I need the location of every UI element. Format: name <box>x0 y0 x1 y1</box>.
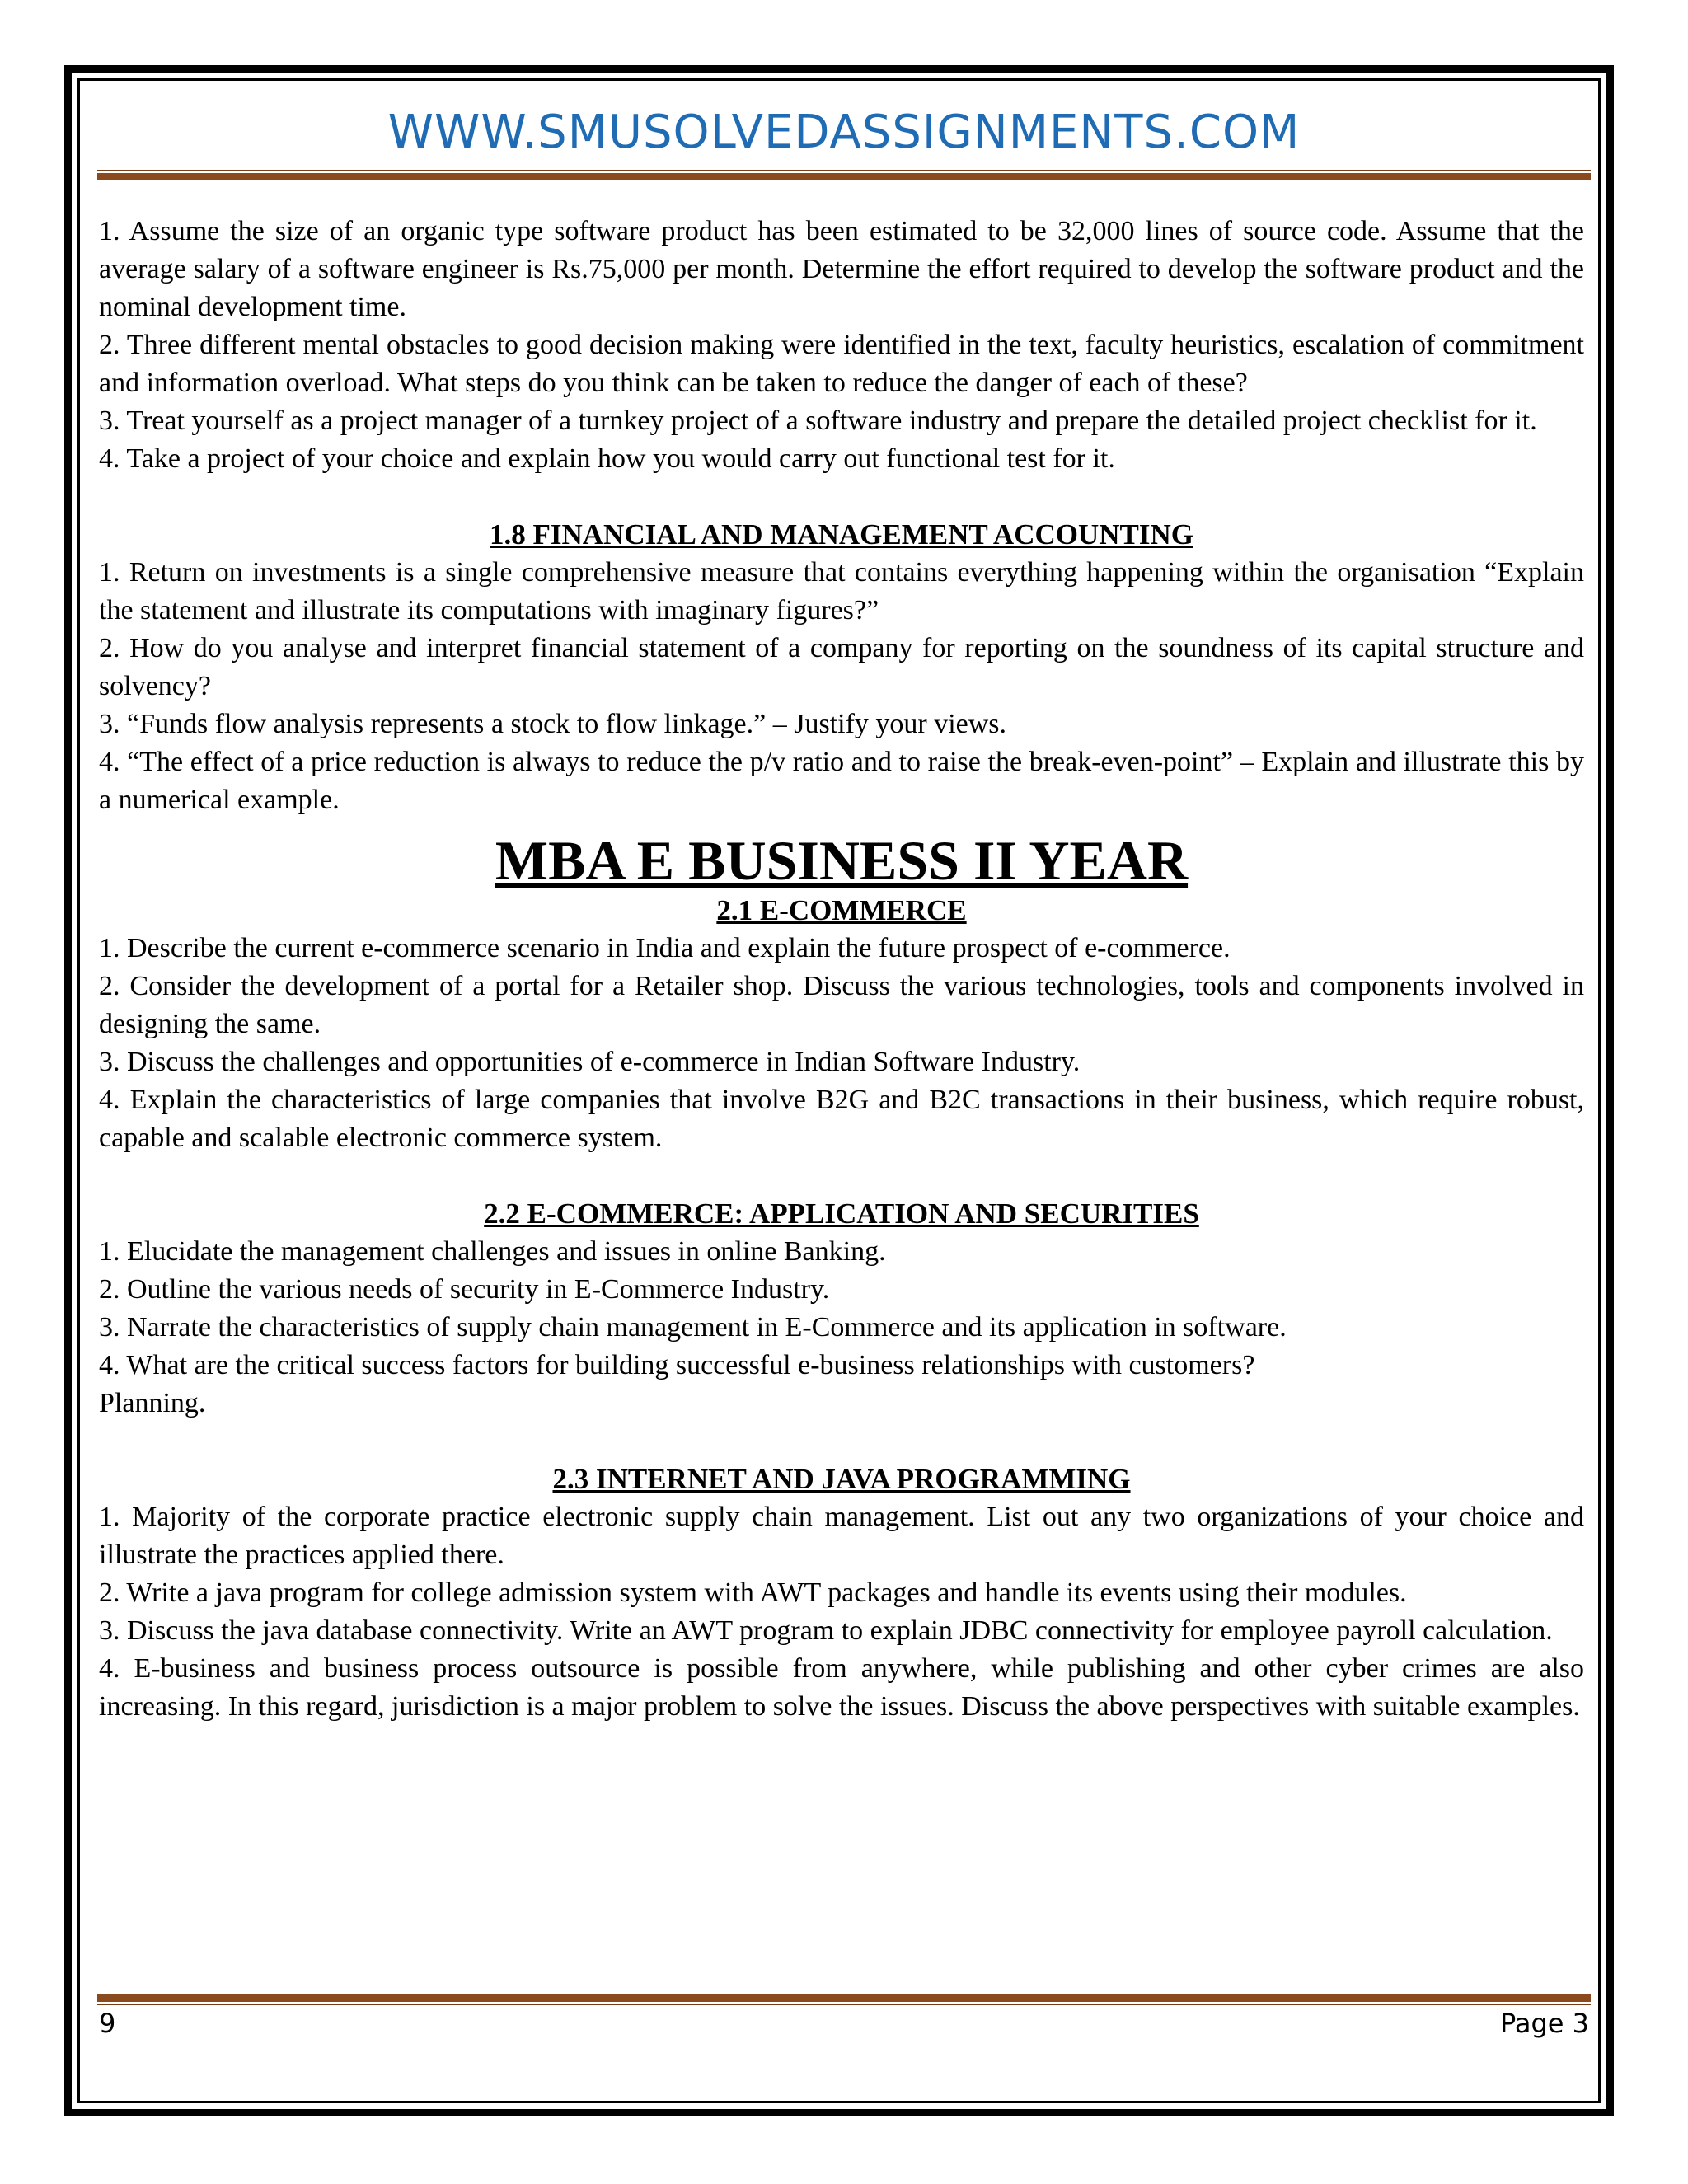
section-heading-ecommerce-security: 2.2 E-COMMERCE: APPLICATION AND SECURITIES <box>484 1197 1199 1230</box>
intro-question: 1. Assume the size of an organic type software product has been estimated to be 32,000 lines of source code. Assume that the average salary of a software engineer is Rs.75,000 per month. Determine the effort required to develop the software product and the nominal development time. <box>99 216 1584 322</box>
question-item: 2. Write a java program for college admission system with AWT packages and handle its events using their modules. <box>99 1577 1407 1608</box>
question-item: 3. “Funds flow analysis represents a stock to flow linkage.” – Justify your views. <box>99 709 1007 739</box>
question-item: 1. Return on investments is a single comprehensive measure that contains everything happening within the organisation “Explain the statement and illustrate its computations with imaginary figures?” <box>99 557 1584 626</box>
question-item: 3. Narrate the characteristics of supply chain management in E-Commerce and its application in software. <box>99 1312 1287 1343</box>
site-header[interactable]: WWW.SMUSOLVEDASSIGNMENTS.COM <box>387 105 1301 159</box>
question-item: 4. “The effect of a price reduction is always to reduce the p/v ratio and to raise the break-even-point” – Explain and illustrate this by a numerical example. <box>99 747 1584 815</box>
section-heading-e-commerce: 2.1 E-COMMERCE <box>716 894 967 926</box>
question-item: 1. Elucidate the management challenges and issues in online Banking. <box>99 1236 886 1267</box>
question-item: 2. How do you analyse and interpret financial statement of a company for reporting on the soundness of its capital structure and solvency? <box>99 633 1584 701</box>
question-item: 1. Describe the current e-commerce scenario in India and explain the future prospect of e-commerce. <box>99 933 1231 963</box>
section-heading-financial-accounting: 1.8 FINANCIAL AND MANAGEMENT ACCOUNTING <box>490 518 1193 551</box>
question-item: Planning. <box>99 1388 206 1418</box>
section-heading-internet-java: 2.3 INTERNET AND JAVA PROGRAMMING <box>552 1463 1131 1495</box>
intro-question: 2. Three different mental obstacles to good decision making were identified in the text, faculty heuristics, escalation of commitment and information overload. What steps do you think can be taken to reduce the danger of each of these? <box>99 330 1584 398</box>
question-item: 3. Discuss the challenges and opportunities of e-commerce in Indian Software Industry. <box>99 1047 1081 1077</box>
question-item: 2. Consider the development of a portal for a Retailer shop. Discuss the various technologies, tools and components involved in designing the same. <box>99 971 1584 1039</box>
question-item: 2. Outline the various needs of security in E-Commerce Industry. <box>99 1274 830 1305</box>
question-item: 3. Discuss the java database connectivity. Write an AWT program to explain JDBC connectivity for employee payroll calculation. <box>99 1615 1553 1646</box>
question-item: 4. What are the critical success factors for building successful e-business relationships with customers? <box>99 1350 1255 1380</box>
program-title: MBA E BUSINESS II YEAR <box>495 829 1189 892</box>
question-item: 4. E-business and business process outsource is possible from anywhere, while publishing and other cyber crimes are also increasing. In this regard, jurisdiction is a major problem to solve the issues. Discuss the above perspectives with suitable examples. <box>99 1653 1584 1722</box>
question-item: 1. Majority of the corporate practice electronic supply chain management. List out any two organizations of your choice and illustrate the practices applied there. <box>99 1502 1584 1570</box>
intro-question: 4. Take a project of your choice and explain how you would carry out functional test for it. <box>99 443 1115 474</box>
document-body <box>99 213 1584 1726</box>
header-divider <box>97 170 1591 180</box>
intro-question: 3. Treat yourself as a project manager of a turnkey project of a software industry and prepare the detailed project checklist for it. <box>99 405 1537 436</box>
question-item: 4. Explain the characteristics of large companies that involve B2G and B2C transactions in their business, which require robust, capable and scalable electronic commerce system. <box>99 1085 1584 1153</box>
footer-divider <box>97 1994 1591 2005</box>
footer-page-number: 9 <box>99 2008 116 2039</box>
footer-page-label: Page 3 <box>1500 2008 1589 2039</box>
